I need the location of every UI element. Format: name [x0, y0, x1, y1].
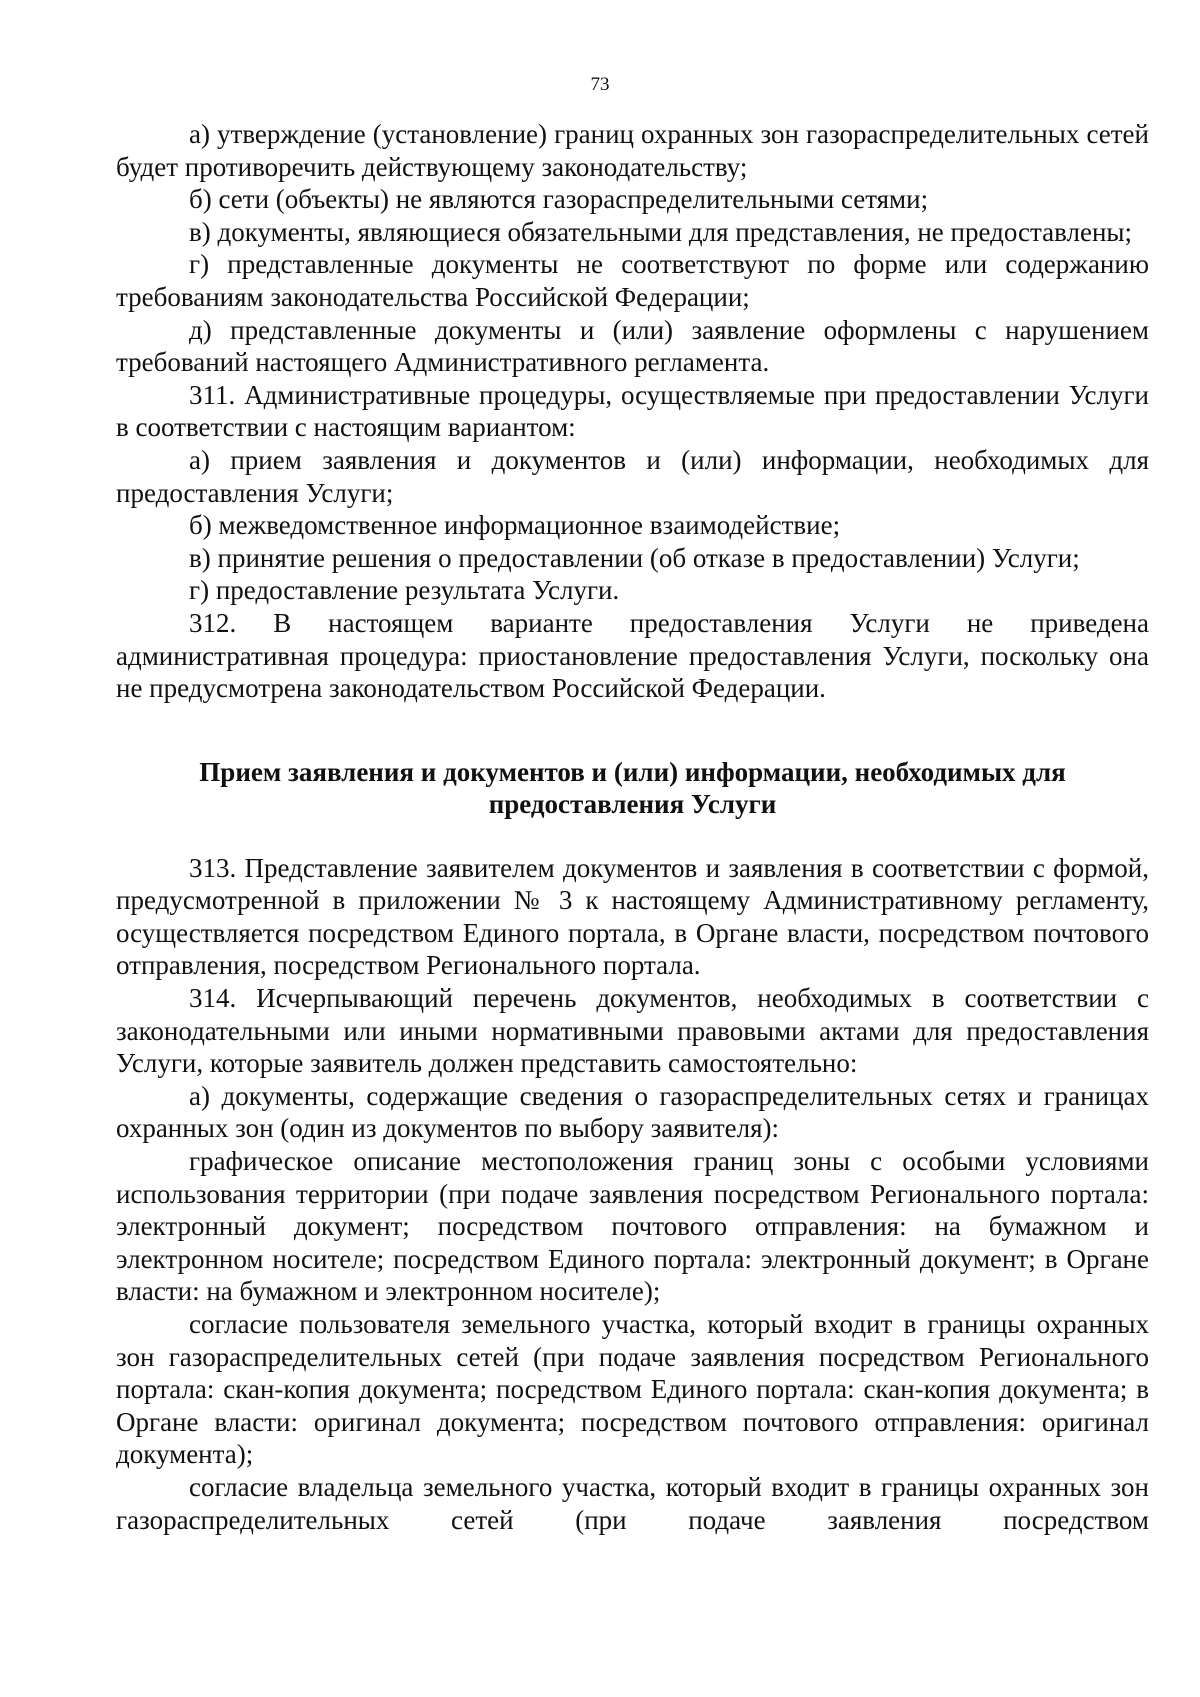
paragraph-311: 311. Административные процедуры, осуществляемые при предоставлении Услуги в соответствии с настоящим вариантом: [116, 379, 1149, 443]
paragraph-refusal-b: б) сети (объекты) не являются газораспределительными сетями; [189, 184, 929, 215]
paragraph-refusal-d: д) представленные документы и (или) заявление оформлены с нарушением требований настоящего Административного регламента. [116, 314, 1149, 378]
paragraph-owner-consent: согласие владельца земельного участка, который входит в границы охранных зон газораспределительных сетей (при подаче заявления посредством [116, 1471, 1149, 1535]
section-spacer [116, 705, 1149, 756]
page-number: 73 [590, 74, 610, 95]
paragraph-311-v: в) принятие решения о предоставлении (об отказе в предоставлении) Услуги; [189, 542, 1080, 573]
paragraph-311-b: б) межведомственное информационное взаимодействие; [189, 510, 841, 541]
paragraph-311-a: а) прием заявления и документов и (или) информации, необходимых для предоставления Услуги; [116, 444, 1149, 508]
paragraph-314-a: а) документы, содержащие сведения о газораспределительных сетях и границах охранных зон (один из документов по выбору заявителя): [116, 1080, 1149, 1144]
heading-spacer [116, 820, 1149, 852]
paragraph-refusal-a: а) утверждение (установление) границ охранных зон газораспределительных сетей будет противоречить действующему законодательству; [116, 119, 1149, 182]
paragraph-graphic-description: графическое описание местоположения границ зоны с особыми условиями использования территории (при подаче заявления посредством Регионального портала: электронный документ; посредством почтового отправления: на бумажном и электронном носителе; посредством Единого портала: электронный документ; в Органе власти: на бумажном и электронном носителе); [116, 1146, 1149, 1307]
document-body [116, 118, 1149, 1536]
paragraph-refusal-v: в) документы, являющиеся обязательными для представления, не предоставлены; [189, 216, 1133, 247]
paragraph-refusal-g: г) представленные документы не соответствуют по форме или содержанию требованиям законодательства Российской Федерации; [116, 249, 1149, 312]
paragraph-user-consent: согласие пользователя земельного участка, который входит в границы охранных зон газораспределительных сетей (при подаче заявления посредством Регионального портала: скан-копия документа; посредством Единого портала: скан-копия документа; в Органе власти: оригинал документа; посредством почтового отправления: оригинал документа); [116, 1309, 1149, 1470]
paragraph-311-g: г) предоставление результата Услуги. [189, 575, 620, 606]
section-heading: Прием заявления и документов и (или) информации, необходимых для предоставления Услуги [199, 756, 1066, 819]
paragraph-312: 312. В настоящем варианте предоставления Услуги не приведена административная процедура: приостановление предоставления Услуги, поскольку она не предусмотрена законодательством Российской Федерации. [116, 607, 1149, 704]
paragraph-314: 314. Исчерпывающий перечень документов, необходимых в соответствии с законодательными или иными нормативными правовыми актами для предоставления Услуги, которые заявитель должен представить самостоятельно: [116, 983, 1149, 1079]
paragraph-313: 313. Представление заявителем документов и заявления в соответствии с формой, предусмотренной в приложении № 3 к настоящему Административному регламенту, осуществляется посредством Единого портала, в Органе власти, посредством почтового отправления, посредством Регионального портала. [116, 852, 1149, 981]
